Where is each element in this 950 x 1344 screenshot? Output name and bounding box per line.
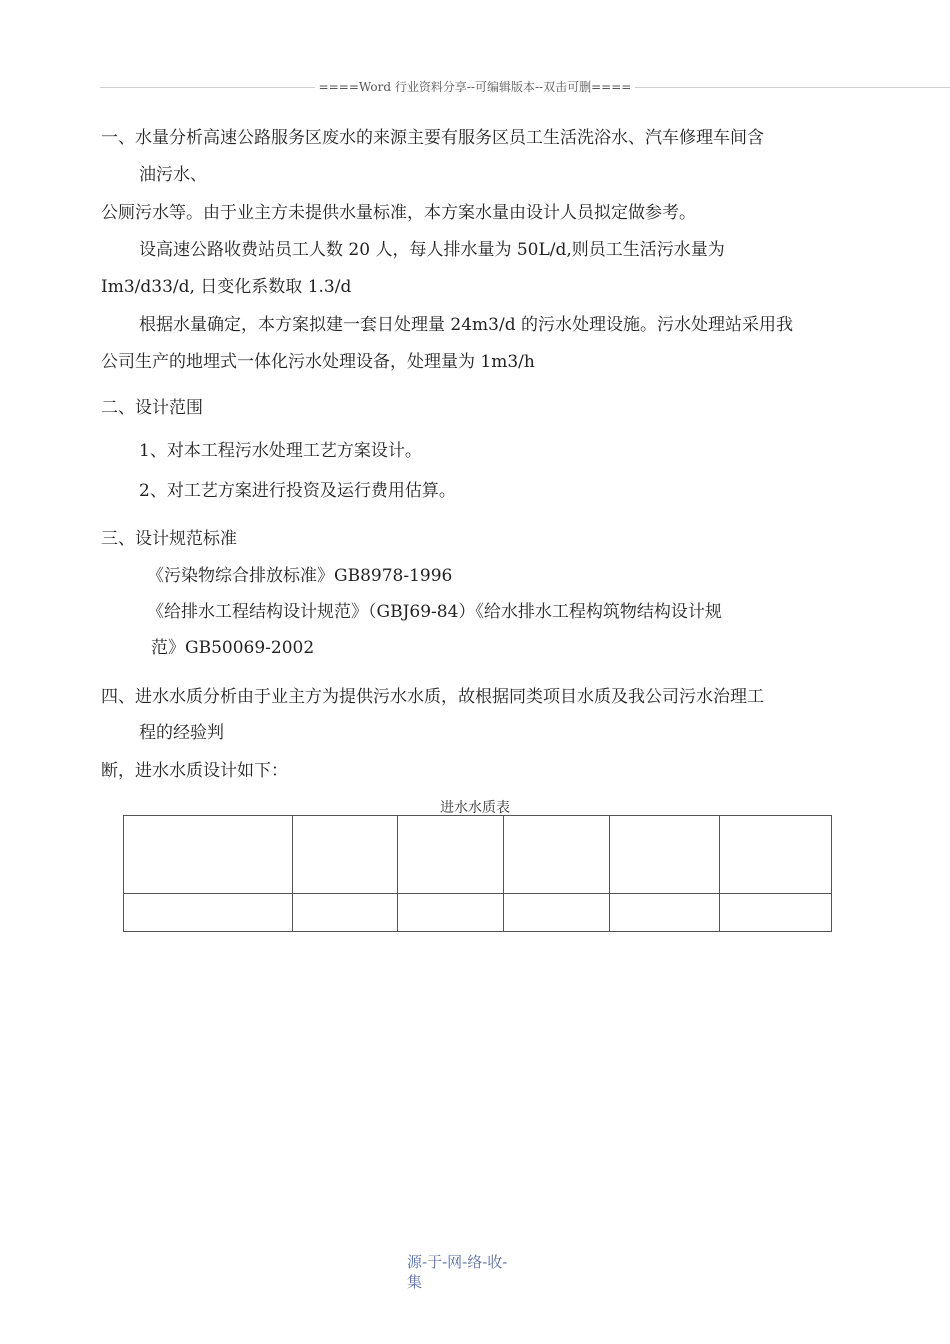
section1-line7: 公司生产的地埋式一体化污水处理设备，处理量为 1m3/h (101, 352, 535, 372)
table-cell (124, 816, 293, 894)
table-cell (504, 894, 610, 932)
section4-line2: 程的经验判 (139, 723, 224, 743)
standard-1: 《污染物综合排放标准》GB8978-1996 (147, 566, 453, 586)
section4-line1: 四、进水水质分析由于业主方为提供污水水质，故根据同类项目水质及我公司污水治理工 (101, 687, 764, 707)
table-cell (398, 894, 504, 932)
section1-line2: 油污水、 (139, 165, 207, 185)
section2-title: 二、设计范围 (101, 398, 203, 418)
section3-title: 三、设计规范标准 (101, 529, 237, 549)
table-row (124, 894, 832, 932)
table-cell (293, 894, 398, 932)
table-cell (398, 816, 504, 894)
table-cell (124, 894, 293, 932)
footer-line1: 源-于-网-络-收- (407, 1253, 508, 1271)
table-row (124, 816, 832, 894)
page-footer (395, 1252, 567, 1292)
table-cell (504, 816, 610, 894)
section1-line6: 根据水量确定，本方案拟建一套日处理量 24m3/d 的污水处理设施。污水处理站采用我 (139, 315, 793, 335)
header-text: ====Word 行业资料分享--可编辑版本--双击可删==== (315, 80, 636, 94)
standard-3: 范》GB50069-2002 (151, 638, 315, 658)
table-cell (720, 816, 832, 894)
table-cell (293, 816, 398, 894)
section1-line1: 一、水量分析高速公路服务区废水的来源主要有服务区员工生活洗浴水、汽车修理车间含 (101, 128, 764, 148)
section4-line3: 断，进水水质设计如下： (101, 761, 288, 781)
table-caption: 进水水质表 (440, 800, 510, 816)
water-quality-table (123, 815, 832, 932)
standard-2: 《给排水工程结构设计规范》（GBJ69-84）《给水排水工程构筑物结构设计规 (147, 602, 722, 622)
section2-item1: 1、对本工程污水处理工艺方案设计。 (139, 441, 422, 461)
section1-line5: Im3/d33/d, 日变化系数取 1.3/d (101, 277, 352, 297)
section1-line4: 设高速公路收费站员工人数 20 人，每人排水量为 50L/d,则员工生活污水量为 (139, 240, 725, 260)
section1-line3: 公厕污水等。由于业主方未提供水量标准，本方案水量由设计人员拟定做参考。 (101, 203, 696, 223)
table-cell (610, 816, 720, 894)
section2-item2: 2、对工艺方案进行投资及运行费用估算。 (139, 481, 456, 501)
table-cell (720, 894, 832, 932)
footer-line2: 集 (407, 1273, 423, 1291)
page-header (0, 78, 950, 95)
table-cell (610, 894, 720, 932)
